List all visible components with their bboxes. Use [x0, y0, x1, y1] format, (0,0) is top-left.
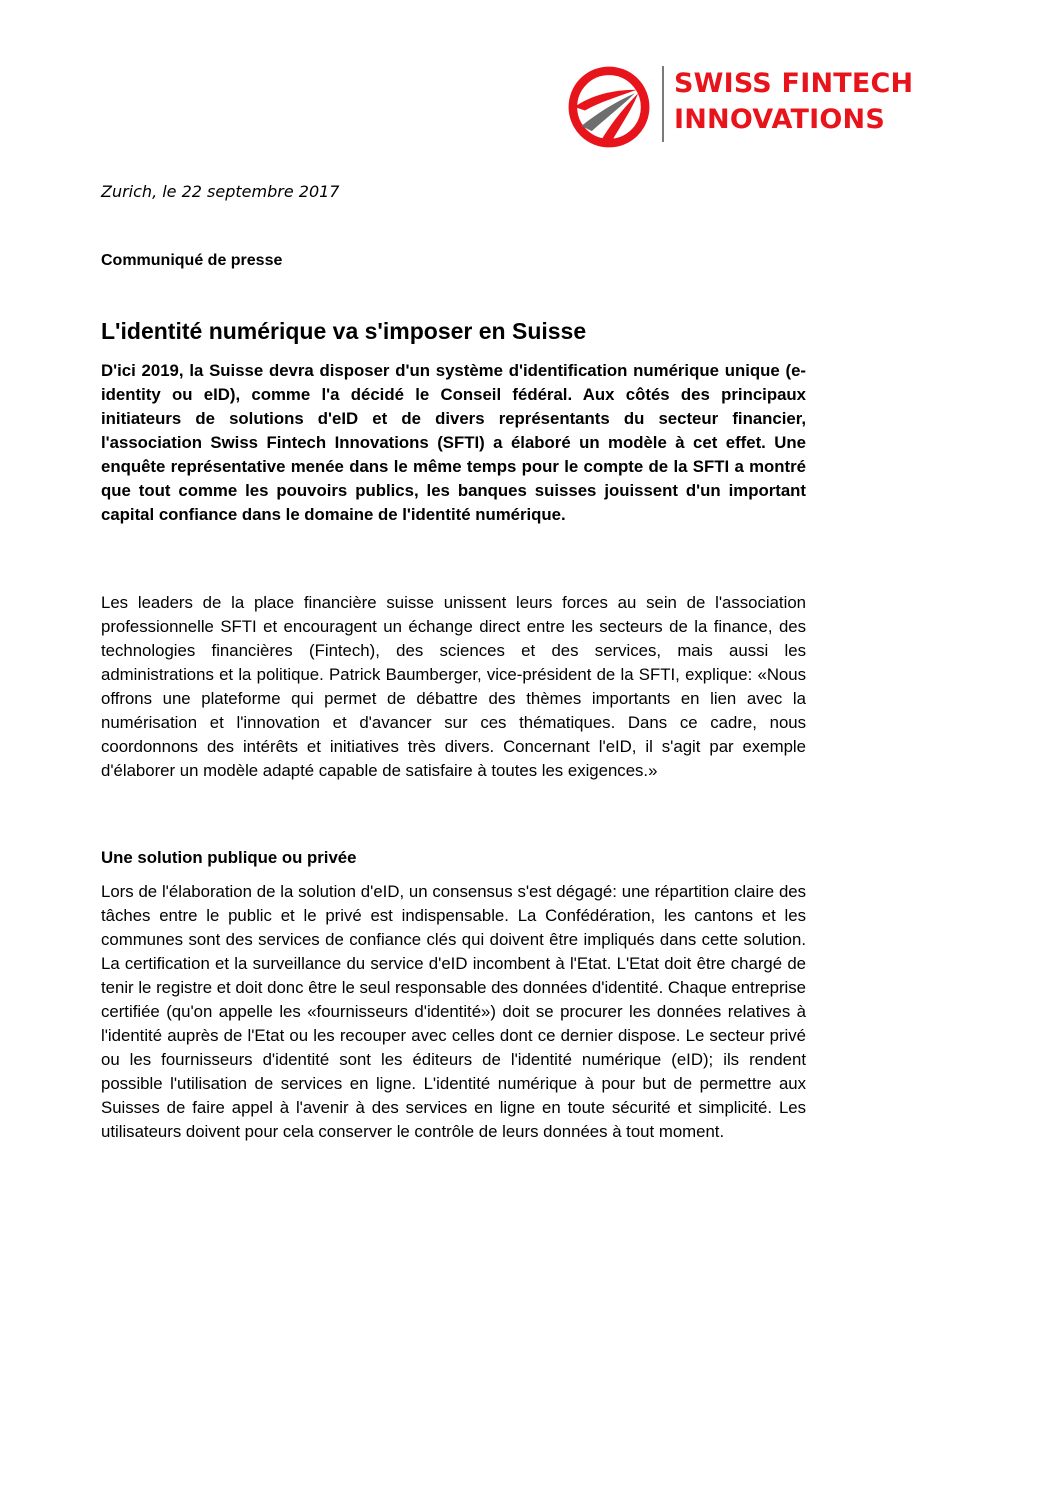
logo-line-1: SWISS FINTECH	[674, 68, 914, 99]
logo-wordmark	[674, 66, 913, 138]
body-paragraph-2: Lors de l'élaboration de la solution d'eID, un consensus s'est dégagé: une répartition claire des tâches entre le public et le privé est indispensable. La Confédération, les cantons et les communes sont des services de confiance clés qui doivent être impliqués dans cette solution. La certification et la surveillance du service d'eID incombent à l'Etat. L'Etat doit être chargé de tenir le registre et doit donc être le seul responsable des données d'identité. Chaque entreprise certifiée (qu'on appelle les «fournisseurs d'identité») doit se procurer les données relatives à l'identité auprès de l'Etat ou les recouper avec celles dont ce dernier dispose. Le secteur privé ou les fournisseurs d'identité sont les éditeurs de l'identité numérique (eID); ils rendent possible l'utilisation de services en ligne. L'identité numérique à pour but de permettre aux Suisses de faire appel à l'avenir à des services en ligne en toute sécurité et simplicité. Les utilisateurs doivent pour cela conserver le contrôle de leurs données à tout moment.	[101, 882, 806, 1141]
body-paragraph-1: Les leaders de la place financière suisse unissent leurs forces au sein de l'association professionnelle SFTI et encouragent un échange direct entre les secteurs de la finance, des technologies financières (Fintech), des sciences et des services, mais aussi les administrations et la politique. Patrick Baumberger, vice-président de la SFTI, explique: «Nous offrons une plateforme qui permet de débattre des thèmes importants en lien avec la numérisation et l'innovation et d'avancer sur ces thématiques. Dans ce cadre, nous coordonnons des intérêts et initiatives très divers. Concernant l'eID, il s'agit par exemple d'élaborer un modèle adapté capable de satisfaire à toutes les exigences.»	[101, 593, 806, 780]
page-title: L'identité numérique va s'imposer en Suisse	[101, 318, 587, 344]
swiss-fintech-innovations-logo	[566, 62, 914, 152]
lead-paragraph: D'ici 2019, la Suisse devra disposer d'un système d'identification numérique unique (e-identity ou eID), comme l'a décidé le Conseil fédéral. Aux côtés des principaux initiateurs de solutions d'eID et de divers représentants du secteur financier, l'association Swiss Fintech Innovations (SFTI) a élaboré un modèle à cet effet. Une enquête représentative menée dans le même temps pour le compte de la SFTI a montré que tout comme les pouvoirs publics, les banques suisses jouissent d'un important capital confiance dans le domaine de l'identité numérique.	[101, 361, 806, 524]
date-line: Zurich, le 22 septembre 2017	[101, 182, 340, 201]
section-heading: Une solution publique ou privée	[101, 848, 357, 867]
logo-divider	[662, 66, 664, 142]
swoosh-circle-logo-icon	[566, 64, 652, 150]
logo-line-2: INNOVATIONS	[674, 104, 885, 135]
press-release-label: Communiqué de presse	[101, 252, 283, 269]
